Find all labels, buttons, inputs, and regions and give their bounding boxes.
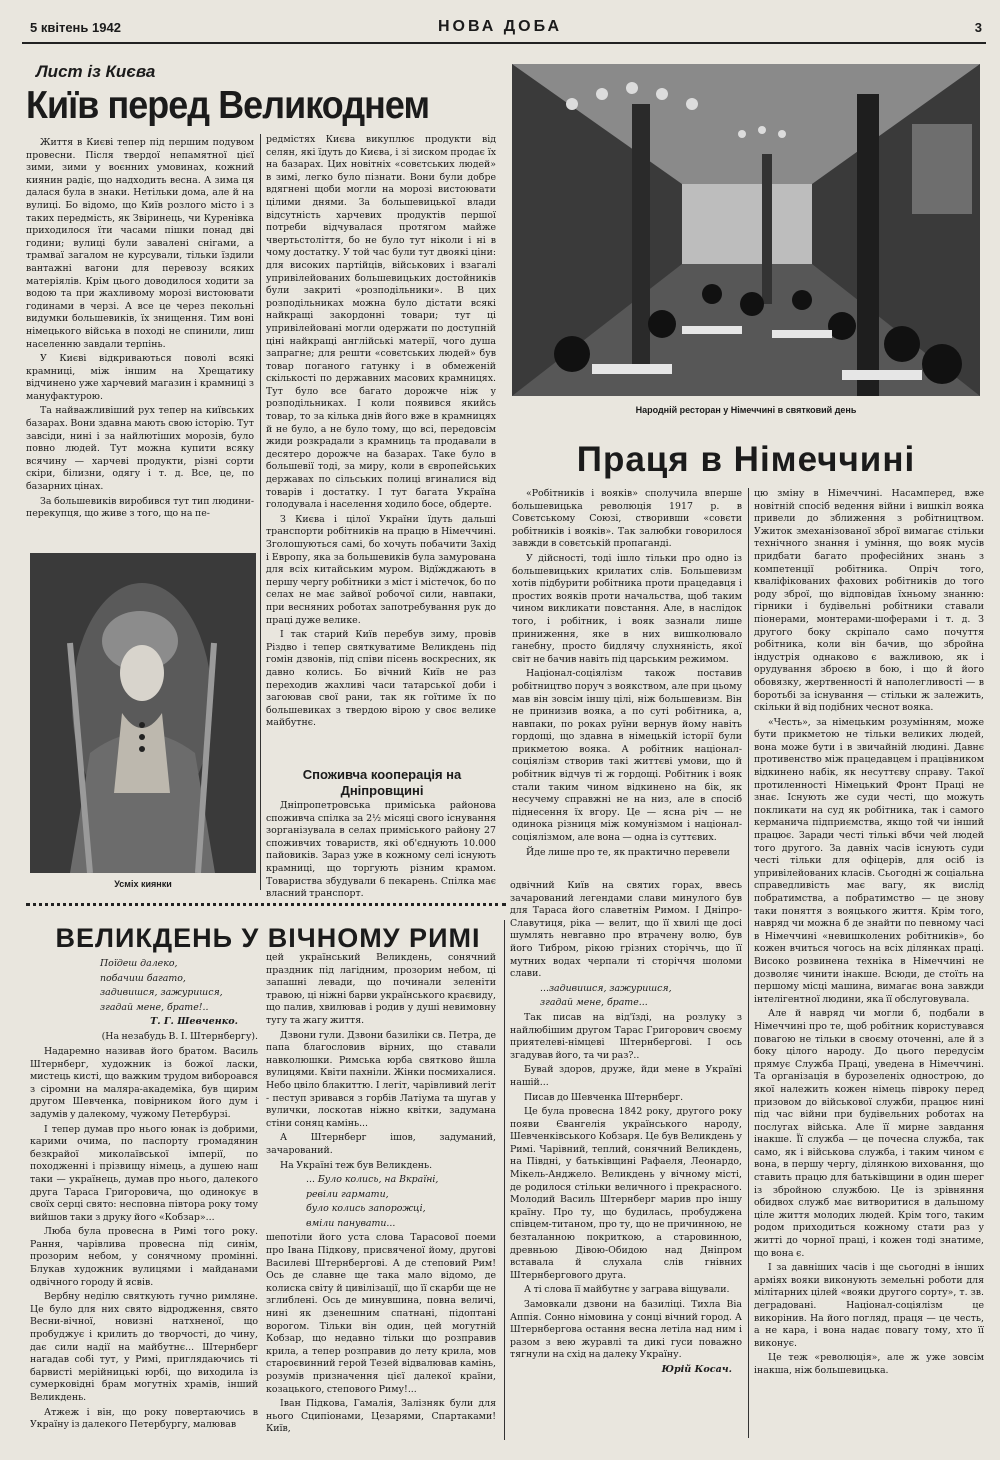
paragraph: Але й навряд чи могли б, подбали в Німеччині про те, щоб робітник користувався повагою не тільки в своєму оточенні, але й з боку цілого народу. До цього передусім прямує Служба Праці, уведена в Німеччині. Та організація в бурозеленіх однострою, до якої належить кожен німець півроку перед призовом до військової служби, працює нині під час війни при будівельних роботах на послугах війська. Але її мирне завдання інакше. Її служба — це почесна служба, так само, як і військова служба, і таким чином є вона, в першу чергу, ділянкою виховання, що ставить працю для батьківщини в один шерег із збройною службою. Це із зрівняння обидвох служб має витворитися в дальшому ціле життя молодих людей. Крім того, таким родом приходиться кожному стати раз у житті до чорної праці, і кожен тоді знатиме, що вона є.	[754, 1008, 984, 1259]
paragraph: Атжеж і він, що року повертаючись в Україну із далекого Петербургу, малював	[30, 1406, 258, 1431]
paragraph: одвічний Київ на святих горах, ввесь зачарований легендами слави минулого був для Тараса його славетнім Римом. І Дніпро-Славутиця, ріка — велит, що її хвилі ще досі шумлять невгавно про втрачену волю, був його Тибром, рікою грізних сторіччь, що її мутних водах черпали ті сторіччя шоломи слави.	[510, 880, 742, 980]
paragraph: За большевиків виробився тут тип людини-перекупця, що живе з того, що на пе-	[26, 495, 254, 520]
coop-text-block	[266, 800, 496, 903]
paragraph: Йде лише про те, як практично перевели	[526, 846, 730, 858]
poem-line: ...задивишся, зажуришся,	[540, 982, 672, 994]
epigraph-author: Т. Г. Шевченко.	[150, 1016, 238, 1028]
paragraph: З Києва і цілої України їдуть дальші транспорти робітників на працю в Німеччині. Зголошуються самі, бо хочуть побачити Захід і Европу, яка за большевиків була замурована для всіх китайським муром. Відїжджають в першу чергу робітники з міст і містечок, бо по селах не має зайвої робочої сили, навпаки, при весняних роботах запотребування рук до праці дуже велике.	[266, 513, 496, 626]
photo-left-caption: Усміх киянки	[114, 879, 172, 889]
paragraph: Люба була провесна в Римі того року. Рання, чарівлива провесна під синім, прозорим небом, у сонячному промінні. Блукав художник вулицями і майданами одвічного городу й ясвів.	[30, 1226, 258, 1288]
paragraph: «Честь», за німецьким розумінням, може бути прикметою не тільки великих людей, вона може бути і в звичайній людині. Давнє противенство між працедавцем і працівником відкинено набік, як несуттєву справу. Такої протиленності Німецький Фронт Праці не знає. Існують же суди честі, що можуть покликати на суд як робітника, так і самого керманича підприємства, якщо той чи інший працює. Заради честі тількі вбчи чей людей того другого. За давніх часів існують суди честі тільки для офіцерів, для осіб із упривілейованих класів. Сьогодні ж соціальна справедливість має вагу, як вислід побратимства, а побратимство — це знову таки поняття з вояцького життя. Крім того, навряд чи можна б де знайти по певному часі в Німеччині «невишколених робітників», бо кожен вчиться чогось на всіх ділянках праці. Високо розвинена техніка в Німеччині не дозволяє чинити інакше. Всюди, де стоїть на першому місці машина, вимагає вона завжди інтелігентної людини, яка її обслуговувала.	[754, 716, 984, 1005]
paragraph: Бувай здоров, друже, йди мене в Україні нашій...	[510, 1064, 742, 1088]
paragraph: Дніпропетровська приміська районова споживча спілка за 2½ місяці свого існування зорганізувала в селах приміського району 27 споживчих товариств, які об'єднують 10.000 пайовиків. Зараз уже в кожному селі існують крамниці, що торгують різним крамом. Товариства збудували 6 пекарень. Спілка має власний транспорт.	[266, 800, 496, 900]
paragraph: Іван Підкова, Гамалія, Залізняк були для нього Сципіонами, Цезарями, Спартаками! Київ,	[266, 1398, 496, 1435]
paragraph: Це теж «революція», але ж уже зовсім інакша, ніж большевицька.	[754, 1352, 984, 1376]
paragraph: цю зміну в Німеччині. Насамперед, вже новітній спосіб ведення війни і вишкіл вояка привели до зближення з робітництвом. Ужиток змеханізованої зброї вимагає стільки технічного знання і уміння, що вояк мусів придбати багато професійних знань з компетенції робітника. Опріч того, кваліфікованих фахових робітників до того роду зброї, що відповідав їхньому знанню: гірники і будівельні робітники ставали піонерами, монтерами-шоферами і т. д. З другого боку скріпало само почуття робітника, коли він бачив, що збройна індустрія однаково є важливою, як і орудування зброєю в бою, і що й його обовязку, жертвенності й наполегливості — в боротьбі за існування — стільки ж залежить, скільки й від подібних чеснот вояка.	[754, 488, 984, 714]
epigraph-line: побачиш багато,	[100, 972, 186, 984]
paragraph: А ті слова її майбутнє у заграва віщували.	[524, 1284, 730, 1296]
photo-kyiv-woman	[30, 553, 256, 873]
issue-date: 5 квітень 1942	[30, 20, 121, 35]
paragraph: А Штернберг ішов, задуманий, зачарований.	[266, 1132, 496, 1156]
easter-column-1	[30, 958, 258, 1434]
paragraph: Націонал-соціялізм також поставив робітництво поруч з воякством, але при цьому мав він зовсім іншу цілі, ніж большевизм. Він не принизив вояка, а по суті робітника, а, навпаки, по роках руїни вернув йому навіть гордощі, що здавна в німецькій історії були прикметою вояка. А робітник націонал-соціялізм створив такі життєві умови, що й робітник відчув ті ж гордощі. Робітник і вояк стали таким чином відкинено на бік, як несучему справжні не на низ, але в спосіб піднесення їх вгору. Це — ясна річ — не одинока різниця між комунізмом і націонал-соціялізмом, але вона — одна із суттєвих.	[512, 668, 742, 844]
paragraph: На Україні теж був Великдень.	[280, 1159, 433, 1171]
paragraph: І тепер думав про нього юнак із добрими, карими очима, по паспорту громадянин безкрайої миколаївської імперії, по походженні і прізвищу німець, а душею наш таки — українець, думав про нього, далекого друга Тараса Григоровича, що одинокує в своїх серці свято: несповна півтора року тому вийшов таки з друку його «Кобзар»...	[30, 1123, 258, 1223]
easter-column-3	[510, 880, 742, 1375]
paragraph: Життя в Києві тепер під першим подувом провесни. Після твердої непамятної цієї зими, зими у воєнних умовинах, кожний киянин радіє, що надходить весна. А зима ця далася була в знаки. Нетільки дома, але й на вулиці. Бо відомо, що Київ розлого місто і з таких передмість, як Звіринець, чи Куренівка приходилося їти часами пішки понад дві години; вулиці були завалені снігами, а трамваї загалом не курсували, тільки їздили вантажні вагони для перевозу всяких матеріялів. Крім цього доводилося ходити за водою та при жахливому морозі вистоювати годинами в черзі. А все це через пекольні видумки большевиків, їх знищення. Тим воні німецького війська в поході не спинили, лиш населенню завдали терпінь.	[26, 137, 254, 350]
labor-headline: Праця в Німеччині	[576, 440, 916, 479]
poem-line: ревіли гармати,	[306, 1188, 389, 1200]
paragraph: Писав до Шевченка Штернберг.	[524, 1091, 684, 1103]
paragraph: У дійсності, тоді ішло тільки про одно із большевицьких крилатих слів. Большевизм хотів підбурити робітника проти працедавця і простих вояків проти начальства, щоб таким чином викликати повстання. Але, в наслідок того, і робітник, і вояк зазнали лише приниження, яке в них вишколювало ганебну, просто бидлячу слухняність, якої світ не бачив навіть під царським режимом.	[512, 552, 742, 665]
photo-restaurant	[512, 64, 980, 396]
poem-line: вміли панувати...	[306, 1217, 396, 1229]
column-rule	[748, 488, 749, 1438]
paragraph: І за давніших часів і ще сьогодні в інших арміях вояки виконують земельні роботи для мілітарних цілей «вояки другого сорту», т. зв. деградовані. Націонал-соціялізм це викорінив. На його погляд, праця — це честь, а не кара, і вона надає повагу тому, хто її виконує.	[754, 1262, 984, 1349]
paragraph: Надаремно називав його братом. Василь Штернберг, художник із божої ласки, мистець кисті, що важким трудом вибороався з сіромни на маляра-академіка, був щирим другом Шевченка, повірником його дум і задумів у далекому, чужому Петербурзі.	[30, 1045, 258, 1120]
paragraph: У Києві відкриваються поволі всякі крамниці, між іншим на Хрещатику відчинено уже харчевий магазин і крамниці з мануфактурою.	[26, 353, 254, 402]
column-rule	[260, 134, 261, 890]
paragraph: редмістях Києва викуплює продукти від селян, які їдуть до Києва, і зі зиском продає їх на базарах. Цих новітніх «совєтських людей» в зимі, легко було пізнати. Вони були добре вдягнені щоби могли на морозі вистоювати цілими днями. За большевицької влади відсутність харчевих продуктів першої потреби відчувалася протягом майже чвертьстоліття, бо не було тут ніколи і ні в чому достатку. У той час були тут двоякі ціни: для високих партійців, військових і взагалі упривілейованих большевицьких достойників були закриті «розподільники». В цих розподільниках можна було дістати всякі найкращі закордонні товари; тут ці упривілейовані могли одержати по доступній ціні найкращі англійські матерії, чого душа запрагне; для решти «совєтських людей» був товар поганого гатунку і в обмеженій скількості по державних масових крамницях. Тут було все багато дорожче ніж у розподільниках. І коли появився якийсь товар, то за кілька днів його вже в крамницях й не було, а не було тому, що всі, передовсім жиди розкрадали з крамниць та продавали в десятеро дорожче на базарах. Таке було в большевії тоді, за миру, коли в європейських державах по сільських полиці вгиналися від товарів і достатку. І тут багата Україна голодувала і населення ходило босе, обдерте.	[266, 134, 496, 511]
paragraph: шепотіли його уста слова Тарасової поеми про Івана Підкову, присвяченої йому, другові Василеві Штернбергові. А де степовий Рим! Ось де славне ще така мало відомо, де колиска світу й цивілізації, що її скарби ще не зглиблені. Ось де минувшина, повна величі, нині як дзенешним спатнані, підоптані ворогом. Тільки він один, цей могутній Кобзар, що недавно тільки що розправив крила, а тепер розправив до лету крила, мов староєвинний герой Тезей відвалював камінь, розумів призначення цієї далекої країни, козацького, степового Риму!...	[266, 1232, 496, 1395]
epigraph	[30, 958, 258, 1014]
epigraph-line: Поїдеш далеко,	[100, 958, 178, 969]
paragraph: Та найважливіший рух тепер на київських базарах. Вони здавна мають свою історію. Тут завсіди, нині і за найлютіших морозів, було повно людей. Тут можна купити всяку всячину — харчеві продукти, різні сорти скіри, білизни, одягу і т. д. Все, це, по базарних цінах.	[26, 405, 254, 493]
dedication: (На незабудь В. І. Штернбергу).	[101, 1031, 258, 1043]
paragraph: Дзвони гули. Дзвони базиліки св. Петра, де папа благословив вірних, що ставали навколюшки. Римська юрба святково йшла вулицями. Квіти пахніли. Жінки посмихалися. Небо цвіло блакиттю. І легіт, чарівливий легіт - пеступ зривався з горбів Латіума та шугав у вулички, лоскотав ніжно квітки, задумана стіни соняц камінь...	[266, 1029, 496, 1129]
paragraph: цей український Великдень, сонячний праздник під лагідним, прозорим небом, ці запашні левади, що починали зеленіти травою, ці ніжні барви українського краєвиду, що палив, хвилював і родив у душі невимовну тугу та жагу життя.	[266, 952, 496, 1026]
column-rule	[504, 920, 505, 1440]
woman-portrait-image	[30, 553, 256, 873]
poem-line: було колись запорожці,	[306, 1203, 426, 1215]
poem-line: ... Було колись, на Вкраїні,	[306, 1174, 439, 1186]
coop-headline: Споживча кооперація на Дніпровщині	[302, 767, 462, 798]
labor-column-2	[754, 488, 984, 1380]
restaurant-hall-image	[512, 64, 980, 396]
paragraph: «Робітників і вояків» сполучила вперше большевицька революція 1917 р. в Совєтському Союзі, створивши «совєти робітників і вояків». Так залюбки говорилося завжди в совєтській пропаганді.	[512, 488, 742, 550]
kyiv-kicker: Лист із Києва	[36, 62, 156, 81]
paragraph: Замовкали дзвони на базиліці. Тихла Віа Аппія. Сонно німовина у сонці вічний город. А Штернбергова остання весна летіла над ним і разом з вею журавлі та дикі гуси поважно тягнули на схід на далеку Україну.	[510, 1299, 742, 1361]
paragraph: І так старий Київ перебув зиму, провів Різдво і тепер святкуватиме Великдень під гомін дзвонів, під співи пісень воскресних, як давно колись. Бо вічний Київ не раз переходив жахливі часи татарської доби і загоював свої рани, так як гоїтиме їх по большевиках з твердою вірою у своє велике майбутнє.	[266, 629, 496, 729]
article-author: Юрій Косач.	[661, 1363, 732, 1375]
paragraph: Вербну неділю святкують гучно римляне. Це було для них свято відродження, свято Весни-вічної, новизні натхненої, що пробуджує і крилить до творчості, до чину, дає сили надії на майбутнє... Штернберг нагадав собі тут, у Римі, приглядаючись ті барвисті мерійницькі юрбі, що виходила із сумерковідні брам могутніх храмів, інший Великдень.	[30, 1291, 258, 1403]
poem	[266, 1174, 496, 1230]
kyiv-column-1	[26, 137, 254, 523]
newspaper-title: НОВА ДОБА	[437, 18, 563, 35]
paragraph: Це була провесна 1842 року, другого року появи Євангелія українського народу, Шевченківського Кобзаря. Це був Великдень у Римі. Чарівний, теплий, сонячний Великдень, на Півдні, у батьківщині Рафаеля, Леонардо, Мікель-Анджело. Великдень у вічному місті, де родилося стільки величного і прекрасного. Молодий Василь Штернберг марив про іншу країну. Про ту, що будилась, пробуджена співцем-титаном, про ту, що не причинною, не безталанною покриткою, а старовинною, древньою Дівою-Обидою над Дніпром вставала й слухала слів гнівних Штернбергового друга.	[510, 1106, 742, 1281]
page-number: 3	[974, 20, 982, 35]
poem-line: згадай мене, брате...	[540, 997, 648, 1009]
paragraph: Так писав на від'їзді, на розлуку з найлюбішим другом Тарас Григорович своєму приятелеві-німцеві Штернбергові. І ось згадував його, та чи раз?..	[510, 1011, 742, 1061]
epigraph-line: задивишся, зажуришся,	[100, 987, 223, 999]
kyiv-column-2	[266, 134, 496, 732]
section-divider	[26, 903, 506, 906]
epigraph-line: згадай мене, брате!..	[100, 1001, 209, 1013]
labor-column-1	[512, 488, 742, 861]
easter-headline: ВЕЛИКДЕНЬ У ВІЧНОМУ РИМІ	[55, 923, 481, 953]
easter-column-2	[266, 952, 496, 1438]
kyiv-headline: Київ перед Великоднем	[26, 84, 430, 127]
header-rule	[22, 42, 986, 44]
photo-right-caption: Народній ресторан у Німеччині в святковий день	[635, 405, 857, 415]
poem	[510, 983, 742, 1010]
